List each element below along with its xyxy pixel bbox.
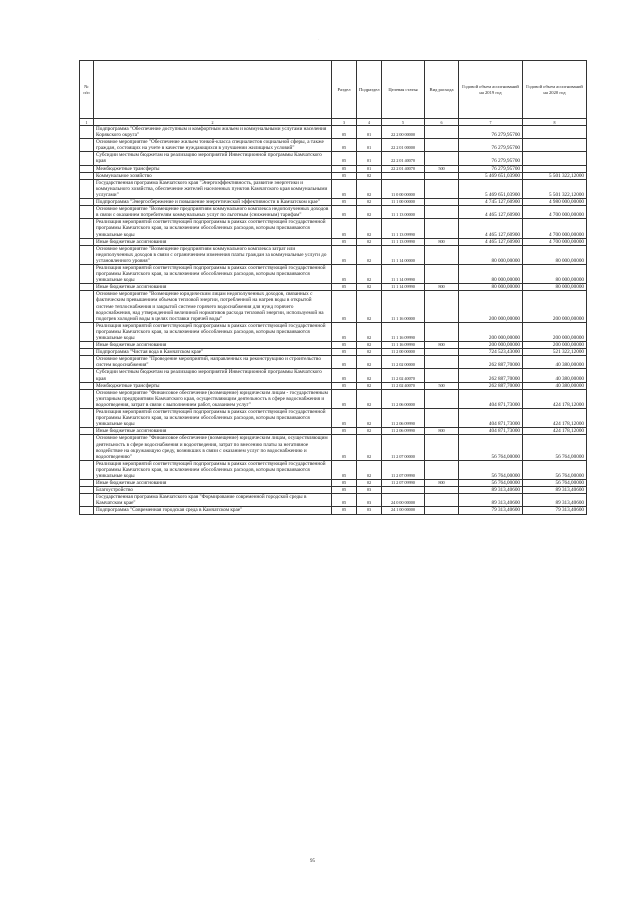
- row-name: Реализация мероприятий соответствующей подпрограммы в рамках соответствующей государственной программы Камчатского края, за исключением обособленных расходов, которым присваиваются уникальные коды: [94, 264, 332, 283]
- row-amount-2019: 262 887,70000: [459, 382, 523, 389]
- row-name: Основное мероприятие "Проведение мероприятий, направленных на реконструкцию и строительство систем водоснабжения": [94, 356, 332, 369]
- row-amount-2019: 404 871,73000: [459, 389, 523, 408]
- row-expense-type: [425, 507, 459, 514]
- row-index: [80, 356, 94, 369]
- column-number: 6: [425, 119, 459, 126]
- row-amount-2019: 262 887,70000: [459, 369, 523, 382]
- table-row: [80, 199, 587, 206]
- row-expense-type: [425, 126, 459, 139]
- row-subsection: 03: [357, 507, 382, 514]
- row-amount-2020: 56 764,00000: [523, 460, 587, 479]
- row-section: 05: [332, 284, 357, 291]
- row-subsection: 02: [357, 382, 382, 389]
- row-expense-type: [425, 206, 459, 219]
- row-subsection: 02: [357, 206, 382, 219]
- table-row: [80, 487, 587, 494]
- row-expense-type: [425, 460, 459, 479]
- row-index: [80, 199, 94, 206]
- row-amount-2019: 4 465 127,60900: [459, 206, 523, 219]
- row-amount-2020: 200 000,00000: [523, 342, 587, 349]
- row-name: Иные бюджетные ассигнования: [94, 284, 332, 291]
- row-index: [80, 428, 94, 435]
- header-2020: Годовой объем ассигнований на 2020 год: [523, 61, 587, 119]
- row-expense-type: 800: [425, 480, 459, 487]
- row-name: Подпрограмма "Энергосбережение и повышение энергетической эффективности в Камчатском крае": [94, 199, 332, 206]
- row-expense-type: 500: [425, 382, 459, 389]
- row-amount-2020: 4 700 000,00000: [523, 219, 587, 238]
- column-number: 2: [94, 119, 332, 126]
- row-amount-2020: 5 501 322,12000: [523, 172, 587, 179]
- row-name: Реализация мероприятий соответствующей подпрограммы в рамках соответствующей государственной программы Камчатского края, за исключением обособленных расходов, которым присваиваются уникальные коды: [94, 460, 332, 479]
- row-subsection: 02: [357, 238, 382, 245]
- table-row: [80, 369, 587, 382]
- row-target-code: 11 0 00 00000: [382, 179, 425, 198]
- row-index: [80, 126, 94, 139]
- row-name: Основное мероприятие "Финансовое обеспечение (возмещение) юридическим лицам - государственным унитарным предприятиям Камчатского края, осуществляющим деятельность в сфере водоснабжения и водоотведения, затрат в связи с выполнением работ, оказанием услуг": [94, 389, 332, 408]
- row-amount-2020: 4 700 000,00000: [523, 238, 587, 245]
- table-row: [80, 382, 587, 389]
- row-amount-2020: 200 000,00000: [523, 291, 587, 322]
- row-name: Иные бюджетные ассигнования: [94, 238, 332, 245]
- row-index: [80, 342, 94, 349]
- row-target-code: 11 1 13 00000: [382, 206, 425, 219]
- row-index: [80, 369, 94, 382]
- row-target-code: 11 2 00 00000: [382, 349, 425, 356]
- row-index: [80, 172, 94, 179]
- row-amount-2019: 76 279,95700: [459, 152, 523, 165]
- row-amount-2020: 5 501 322,12000: [523, 179, 587, 198]
- row-target-code: 11 1 13 09990: [382, 238, 425, 245]
- row-subsection: 02: [357, 369, 382, 382]
- row-index: [80, 487, 94, 494]
- row-target-code: 22 2 01 00000: [382, 139, 425, 152]
- row-section: 05: [332, 179, 357, 198]
- table-row: [80, 219, 587, 238]
- row-amount-2019: 404 871,73000: [459, 409, 523, 428]
- row-section: 05: [332, 369, 357, 382]
- row-subsection: 01: [357, 126, 382, 139]
- table-row: [80, 507, 587, 514]
- row-target-code: 11 2 06 09990: [382, 428, 425, 435]
- row-subsection: 02: [357, 356, 382, 369]
- row-amount-2019: 5 469 651,03900: [459, 179, 523, 198]
- row-section: 05: [332, 152, 357, 165]
- row-section: 05: [332, 245, 357, 264]
- row-expense-type: [425, 369, 459, 382]
- row-subsection: 02: [357, 264, 382, 283]
- header-section: Раздел: [332, 61, 357, 119]
- row-amount-2020: 40 380,00000: [523, 369, 587, 382]
- table-row: [80, 409, 587, 428]
- row-index: [80, 179, 94, 198]
- row-expense-type: 800: [425, 284, 459, 291]
- row-index: [80, 291, 94, 322]
- row-target-code: [382, 487, 425, 494]
- row-target-code: 11 2 02 40070: [382, 369, 425, 382]
- row-amount-2019: 4 465 127,60900: [459, 219, 523, 238]
- row-amount-2020: 89 313,40600: [523, 487, 587, 494]
- row-amount-2019: 4 745 127,60900: [459, 199, 523, 206]
- row-name: Подпрограмма "Современная городская среда в Камчатском крае": [94, 507, 332, 514]
- row-subsection: 02: [357, 291, 382, 322]
- table-row: [80, 126, 587, 139]
- row-index: [80, 460, 94, 479]
- row-index: [80, 349, 94, 356]
- row-section: 05: [332, 139, 357, 152]
- table-row: [80, 284, 587, 291]
- row-section: 05: [332, 291, 357, 322]
- row-amount-2020: 4 700 000,00000: [523, 206, 587, 219]
- row-expense-type: [425, 152, 459, 165]
- row-amount-2019: 200 000,00000: [459, 322, 523, 341]
- row-amount-2020: 89 313,40600: [523, 494, 587, 507]
- row-subsection: 02: [357, 435, 382, 460]
- row-amount-2019: 200 000,00000: [459, 291, 523, 322]
- row-subsection: 01: [357, 165, 382, 172]
- table-row: [80, 342, 587, 349]
- row-target-code: 11 1 14 09990: [382, 264, 425, 283]
- row-amount-2020: 56 764,00000: [523, 435, 587, 460]
- row-expense-type: [425, 487, 459, 494]
- row-target-code: 11 2 02 40070: [382, 382, 425, 389]
- row-expense-type: [425, 245, 459, 264]
- row-index: [80, 264, 94, 283]
- row-target-code: 22 2 00 00000: [382, 126, 425, 139]
- row-target-code: 24 1 00 00000: [382, 507, 425, 514]
- row-subsection: 02: [357, 428, 382, 435]
- row-section: 05: [332, 382, 357, 389]
- row-expense-type: [425, 494, 459, 507]
- row-section: 05: [332, 199, 357, 206]
- row-subsection: 02: [357, 199, 382, 206]
- row-expense-type: [425, 349, 459, 356]
- header-name: [94, 61, 332, 119]
- row-name: Реализация мероприятий соответствующей подпрограммы в рамках соответствующей государственной программы Камчатского края, за исключением обособленных расходов, которым присваиваются уникальные коды: [94, 322, 332, 341]
- row-name: Субсидии местным бюджетам на реализацию мероприятий Инвестиционной программы Камчатского края: [94, 369, 332, 382]
- column-number: 1: [80, 119, 94, 126]
- row-target-code: 22 2 01 40070: [382, 165, 425, 172]
- table-header-row: [80, 61, 587, 119]
- column-number: 4: [357, 119, 382, 126]
- row-section: 05: [332, 342, 357, 349]
- row-subsection: 02: [357, 245, 382, 264]
- row-subsection: 02: [357, 460, 382, 479]
- table-row: [80, 460, 587, 479]
- row-target-code: 11 2 07 09990: [382, 480, 425, 487]
- row-amount-2019: 79 313,40600: [459, 507, 523, 514]
- row-target-code: 11 1 00 00000: [382, 199, 425, 206]
- row-amount-2020: 80 000,00000: [523, 284, 587, 291]
- table-row: [80, 206, 587, 219]
- row-section: 05: [332, 219, 357, 238]
- table-row: [80, 165, 587, 172]
- row-target-code: [382, 172, 425, 179]
- row-target-code: 11 1 14 00000: [382, 245, 425, 264]
- row-expense-type: [425, 172, 459, 179]
- row-expense-type: [425, 139, 459, 152]
- row-index: [80, 238, 94, 245]
- row-subsection: 03: [357, 494, 382, 507]
- column-number: 8: [523, 119, 587, 126]
- row-target-code: 11 1 16 09990: [382, 342, 425, 349]
- row-name: Благоустройство: [94, 487, 332, 494]
- row-target-code: 11 1 16 00000: [382, 291, 425, 322]
- row-section: 05: [332, 494, 357, 507]
- row-section: 05: [332, 460, 357, 479]
- table-row: [80, 349, 587, 356]
- row-amount-2020: 79 313,40600: [523, 507, 587, 514]
- row-amount-2020: 4 980 000,00000: [523, 199, 587, 206]
- table-row: [80, 356, 587, 369]
- row-name: Подпрограмма "Чистая вода в Камчатском крае": [94, 349, 332, 356]
- row-expense-type: [425, 179, 459, 198]
- row-expense-type: [425, 389, 459, 408]
- row-expense-type: 800: [425, 428, 459, 435]
- header-index: № п/п: [80, 61, 94, 119]
- row-name: Коммунальное хозяйство: [94, 172, 332, 179]
- row-section: 05: [332, 322, 357, 341]
- row-amount-2019: 89 313,40600: [459, 487, 523, 494]
- row-section: 05: [332, 507, 357, 514]
- row-section: 05: [332, 126, 357, 139]
- row-target-code: 11 2 07 00000: [382, 435, 425, 460]
- row-expense-type: [425, 435, 459, 460]
- row-name: Иные бюджетные ассигнования: [94, 342, 332, 349]
- row-amount-2020: [523, 139, 587, 152]
- row-subsection: 03: [357, 487, 382, 494]
- row-amount-2019: 56 764,00000: [459, 480, 523, 487]
- row-expense-type: [425, 356, 459, 369]
- table-row: [80, 139, 587, 152]
- row-expense-type: 500: [425, 165, 459, 172]
- row-index: [80, 245, 94, 264]
- row-name: Основное мероприятие "Возмещение предприятиям коммунального комплекса затрат или недополученных доходов в связи с ограничением изменения платы граждан за коммунальные услуги до установленного уровня": [94, 245, 332, 264]
- row-name: Государственная программа Камчатского края "Энергоэффективность, развитие энергетики и коммунального хозяйства, обеспечение жителей населенных пунктов Камчатского края коммунальными услугами": [94, 179, 332, 198]
- row-expense-type: [425, 199, 459, 206]
- row-amount-2020: 424 178,12000: [523, 389, 587, 408]
- row-amount-2020: 424 178,12000: [523, 428, 587, 435]
- budget-table: [79, 60, 587, 515]
- row-section: 05: [332, 238, 357, 245]
- row-subsection: 02: [357, 284, 382, 291]
- table-row: [80, 494, 587, 507]
- header-2019: Годовой объем ассигнований на 2019 год: [459, 61, 523, 119]
- row-name: Реализация мероприятий соответствующей подпрограммы в рамках соответствующей государственной программы Камчатского края, за исключением обособленных расходов, которым присваиваются уникальные коды: [94, 409, 332, 428]
- table-row: [80, 435, 587, 460]
- row-index: [80, 382, 94, 389]
- row-target-code: 11 2 07 09990: [382, 460, 425, 479]
- row-target-code: 22 2 01 40070: [382, 152, 425, 165]
- row-amount-2019: 76 279,95700: [459, 139, 523, 152]
- row-name: Основное мероприятие "Возмещение предприятиям коммунального комплекса недополученных доходов в связи с оказанием потребителям коммунальных услуг по льготным (сниженным) тарифам": [94, 206, 332, 219]
- row-amount-2019: 56 764,00000: [459, 435, 523, 460]
- table-row: [80, 322, 587, 341]
- table-row: [80, 152, 587, 165]
- row-index: [80, 165, 94, 172]
- row-index: [80, 480, 94, 487]
- row-target-code: 11 2 02 00000: [382, 356, 425, 369]
- row-section: 05: [332, 487, 357, 494]
- row-subsection: 02: [357, 172, 382, 179]
- table-row: [80, 428, 587, 435]
- row-subsection: 02: [357, 349, 382, 356]
- column-number: 7: [459, 119, 523, 126]
- row-amount-2019: 80 000,00000: [459, 245, 523, 264]
- row-expense-type: [425, 219, 459, 238]
- row-subsection: 02: [357, 179, 382, 198]
- row-amount-2019: 200 000,00000: [459, 342, 523, 349]
- table-row: [80, 389, 587, 408]
- row-amount-2020: 424 178,12000: [523, 409, 587, 428]
- row-target-code: 11 2 06 09990: [382, 409, 425, 428]
- row-subsection: 02: [357, 389, 382, 408]
- row-amount-2019: 56 764,00000: [459, 460, 523, 479]
- row-index: [80, 409, 94, 428]
- row-amount-2020: [523, 165, 587, 172]
- row-amount-2019: 76 279,95700: [459, 165, 523, 172]
- row-expense-type: [425, 322, 459, 341]
- row-index: [80, 507, 94, 514]
- row-target-code: 11 1 14 09990: [382, 284, 425, 291]
- row-section: 05: [332, 206, 357, 219]
- row-subsection: 02: [357, 219, 382, 238]
- row-index: [80, 494, 94, 507]
- table-row: [80, 245, 587, 264]
- row-index: [80, 139, 94, 152]
- page-number: 95: [310, 859, 315, 864]
- row-amount-2019: 76 279,95700: [459, 126, 523, 139]
- row-section: 05: [332, 349, 357, 356]
- row-index: [80, 219, 94, 238]
- header-subsection: Подраздел: [357, 61, 382, 119]
- row-amount-2019: 404 871,73000: [459, 428, 523, 435]
- row-name: Основное мероприятие "Возмещение юридическим лицам недополученных доходов, связанных с фактическим превышением объемов тепловой энергии, потребленной на нагрев воды в открытой системе теплоснабжения и закрытой системе горячего водоснабжения для нужд горячего водоснабжения, над утвержденной величиной нормативов расхода тепловой энергии, используемой на подогрев холодной воды в целях поставки горячей воды": [94, 291, 332, 322]
- row-section: 05: [332, 409, 357, 428]
- row-subsection: 01: [357, 139, 382, 152]
- row-section: 05: [332, 480, 357, 487]
- row-target-code: 24 0 00 00000: [382, 494, 425, 507]
- row-index: [80, 284, 94, 291]
- row-expense-type: 800: [425, 342, 459, 349]
- table-row: [80, 179, 587, 198]
- row-section: 05: [332, 435, 357, 460]
- row-amount-2019: 262 887,70000: [459, 356, 523, 369]
- table-row: [80, 172, 587, 179]
- row-section: 05: [332, 172, 357, 179]
- row-index: [80, 206, 94, 219]
- row-target-code: 11 2 06 00000: [382, 389, 425, 408]
- row-amount-2020: [523, 126, 587, 139]
- row-section: 05: [332, 264, 357, 283]
- column-number-row: [80, 119, 587, 126]
- row-name: Иные бюджетные ассигнования: [94, 428, 332, 435]
- row-amount-2020: 80 000,00000: [523, 264, 587, 283]
- row-section: 05: [332, 356, 357, 369]
- table-row: [80, 264, 587, 283]
- row-name: Подпрограмма "Обеспечение доступным и комфортным жильем и коммунальными услугами населения Корякского округа": [94, 126, 332, 139]
- row-amount-2020: 40 380,00000: [523, 356, 587, 369]
- header-target: Целевая статья: [382, 61, 425, 119]
- row-amount-2020: 56 764,00000: [523, 480, 587, 487]
- row-name: Основное мероприятие "Обеспечение жильем тонкой-класса специалистов социальной сферы, а также граждан, состоящих на учете в качестве нуждающихся в улучшении жилищных условий": [94, 139, 332, 152]
- row-amount-2019: 89 313,40600: [459, 494, 523, 507]
- row-amount-2020: 200 000,00000: [523, 322, 587, 341]
- row-section: 05: [332, 428, 357, 435]
- header-exptype: Вид расхода: [425, 61, 459, 119]
- row-expense-type: [425, 409, 459, 428]
- row-name: Реализация мероприятий соответствующей подпрограммы в рамках соответствующей государственной программы Камчатского края, за исключением обособленных расходов, которым присваиваются уникальные коды: [94, 219, 332, 238]
- row-amount-2019: 5 469 651,03900: [459, 172, 523, 179]
- row-index: [80, 389, 94, 408]
- row-subsection: 02: [357, 342, 382, 349]
- row-target-code: 11 1 16 09990: [382, 322, 425, 341]
- column-number: 3: [332, 119, 357, 126]
- row-name: Иные бюджетные ассигнования: [94, 480, 332, 487]
- row-amount-2020: 40 380,00000: [523, 382, 587, 389]
- column-number: 5: [382, 119, 425, 126]
- table-body: [80, 119, 587, 515]
- scan-mark: ·: [318, 38, 319, 42]
- row-name: Государственная программа Камчатского края "Формирование современной городской среды в Камчатском крае": [94, 494, 332, 507]
- row-index: [80, 322, 94, 341]
- row-section: 05: [332, 389, 357, 408]
- row-target-code: 11 1 13 09990: [382, 219, 425, 238]
- row-expense-type: [425, 291, 459, 322]
- row-section: 05: [332, 165, 357, 172]
- row-amount-2019: 724 523,43000: [459, 349, 523, 356]
- row-name: Межбюджетные трансферты: [94, 165, 332, 172]
- row-amount-2019: 80 000,00000: [459, 284, 523, 291]
- row-subsection: 02: [357, 409, 382, 428]
- row-name: Межбюджетные трансферты: [94, 382, 332, 389]
- row-amount-2019: 4 465 127,60900: [459, 238, 523, 245]
- row-index: [80, 152, 94, 165]
- row-expense-type: 800: [425, 238, 459, 245]
- row-subsection: 01: [357, 152, 382, 165]
- row-subsection: 02: [357, 480, 382, 487]
- row-amount-2020: [523, 152, 587, 165]
- row-amount-2019: 80 000,00000: [459, 264, 523, 283]
- row-name: Основное мероприятие "Финансовое обеспечение (возмещение) юридическим лицам, осуществляющим деятельность в сфере водоснабжения и водоотведения, затрат по внесению платы за негативное воздействие на окружающую среду, возникших в связи с оказанием услуг по водоснабжению и водоотведению": [94, 435, 332, 460]
- row-amount-2020: 521 322,12000: [523, 349, 587, 356]
- row-index: [80, 435, 94, 460]
- table-row: [80, 238, 587, 245]
- row-subsection: 02: [357, 322, 382, 341]
- table-row: [80, 480, 587, 487]
- row-expense-type: [425, 264, 459, 283]
- row-amount-2020: 80 000,00000: [523, 245, 587, 264]
- table-row: [80, 291, 587, 322]
- row-name: Субсидии местным бюджетам на реализацию мероприятий Инвестиционной программы Камчатского края: [94, 152, 332, 165]
